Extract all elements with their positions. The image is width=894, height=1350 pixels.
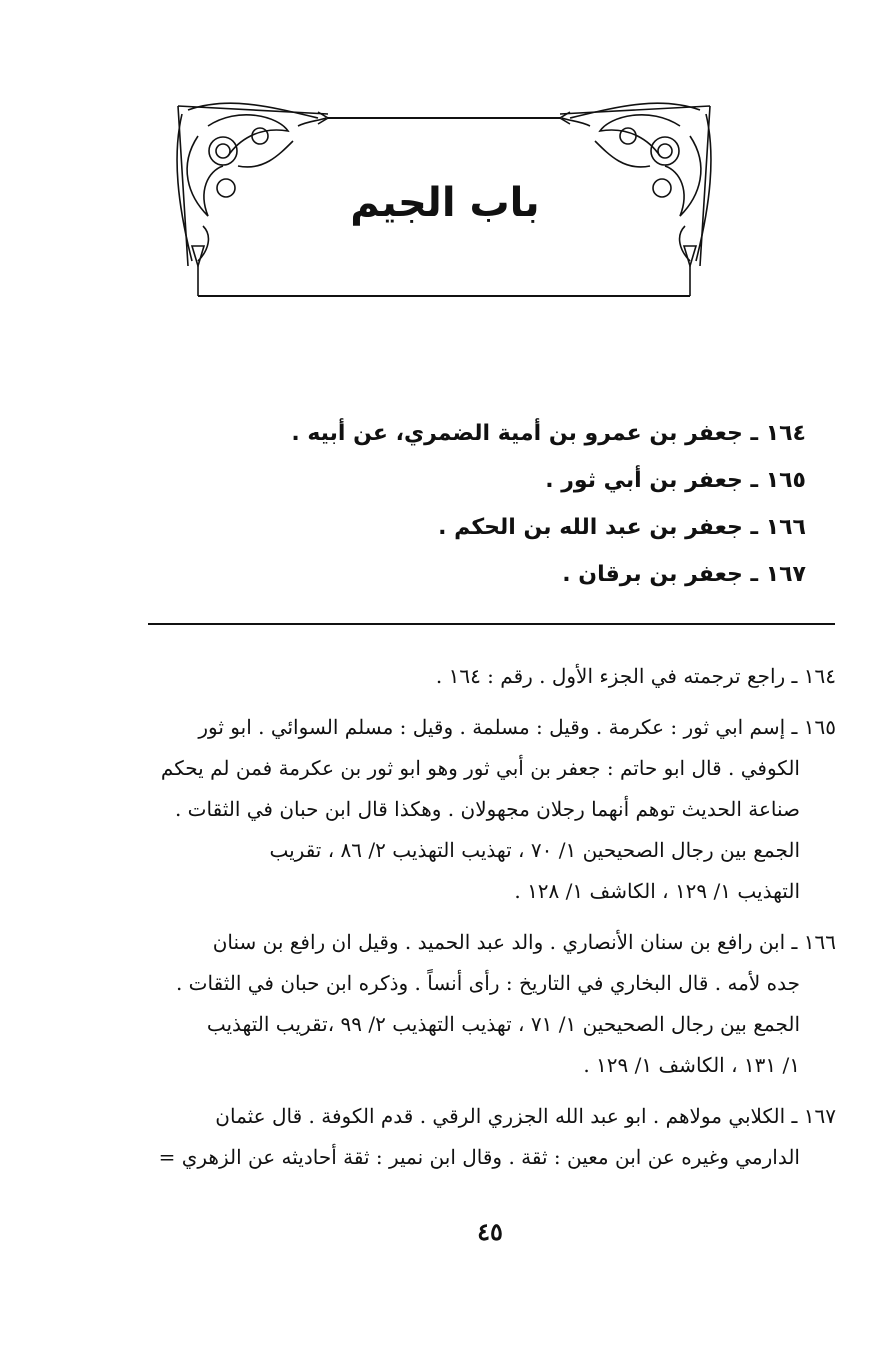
footnote-164 xyxy=(136,656,836,697)
entry-164: ١٦٤ ـ جعفر بن عمرو بن أمية الضمري، عن أبيه . xyxy=(291,421,806,446)
footnote-line: ١/ ١٣١ ، الكاشف ١/ ١٢٩ . xyxy=(583,1053,800,1077)
footnotes xyxy=(136,656,836,1188)
footnote-167 xyxy=(136,1096,836,1178)
footnote-line: ١٦٦ ـ ابن رافع بن سنان الأنصاري . والد عبد الحميد . وقيل ان رافع بن سنان xyxy=(212,930,836,954)
footnote-line: الدارمي وغيره عن ابن معين : ثقة . وقال ابن نمير : ثقة أحاديثه عن الزهري = xyxy=(158,1145,800,1169)
left-corner-ornament xyxy=(177,103,328,266)
footnote-line: الجمع بين رجال الصحيحين ١/ ٧٠ ، تهذيب التهذيب ٢/ ٨٦ ، تقريب xyxy=(269,838,800,862)
footnote-line: صناعة الحديث توهم أنهما رجلان مجهولان . وهكذا قال ابن حبان في الثقات . xyxy=(174,797,800,821)
footnote-line: ١٦٧ ـ الكلابي مولاهم . ابو عبد الله الجزري الرقي . قدم الكوفة . قال عثمان xyxy=(215,1104,836,1128)
entry-166: ١٦٦ ـ جعفر بن عبد الله بن الحكم . xyxy=(438,515,806,540)
footnote-166 xyxy=(136,922,836,1086)
footnote-line: ١٦٤ ـ راجع ترجمته في الجزء الأول . رقم : ١٦٤ . xyxy=(435,664,836,688)
footnote-165 xyxy=(136,707,836,912)
chapter-title: باب الجيم xyxy=(350,180,540,226)
page-number: ٤٥ xyxy=(477,1217,503,1246)
right-corner-ornament xyxy=(560,103,711,266)
footnote-line: جده لأمه . قال البخاري في التاريخ : رأى أنساً . وذكره ابن حبان في الثقات . xyxy=(175,971,800,995)
footnote-line: ١٦٥ ـ إسم ابي ثور : عكرمة . وقيل : مسلمة . وقيل : مسلم السوائي . ابو ثور xyxy=(198,715,836,739)
entry-165: ١٦٥ ـ جعفر بن أبي ثور . xyxy=(545,468,806,493)
entry-167: ١٦٧ ـ جعفر بن برقان . xyxy=(562,562,806,587)
footnote-line: الجمع بين رجال الصحيحين ١/ ٧١ ، تهذيب التهذيب ٢/ ٩٩ ،تقريب التهذيب xyxy=(206,1012,800,1036)
footnote-line: التهذيب ١/ ١٢٩ ، الكاشف ١/ ١٢٨ . xyxy=(514,879,800,903)
entries-list xyxy=(206,415,806,603)
footnote-divider xyxy=(148,623,835,625)
footnote-line: الكوفي . قال ابو حاتم : جعفر بن أبي ثور وهو ابو ثور بن عكرمة فمن لم يحكم xyxy=(160,756,800,780)
